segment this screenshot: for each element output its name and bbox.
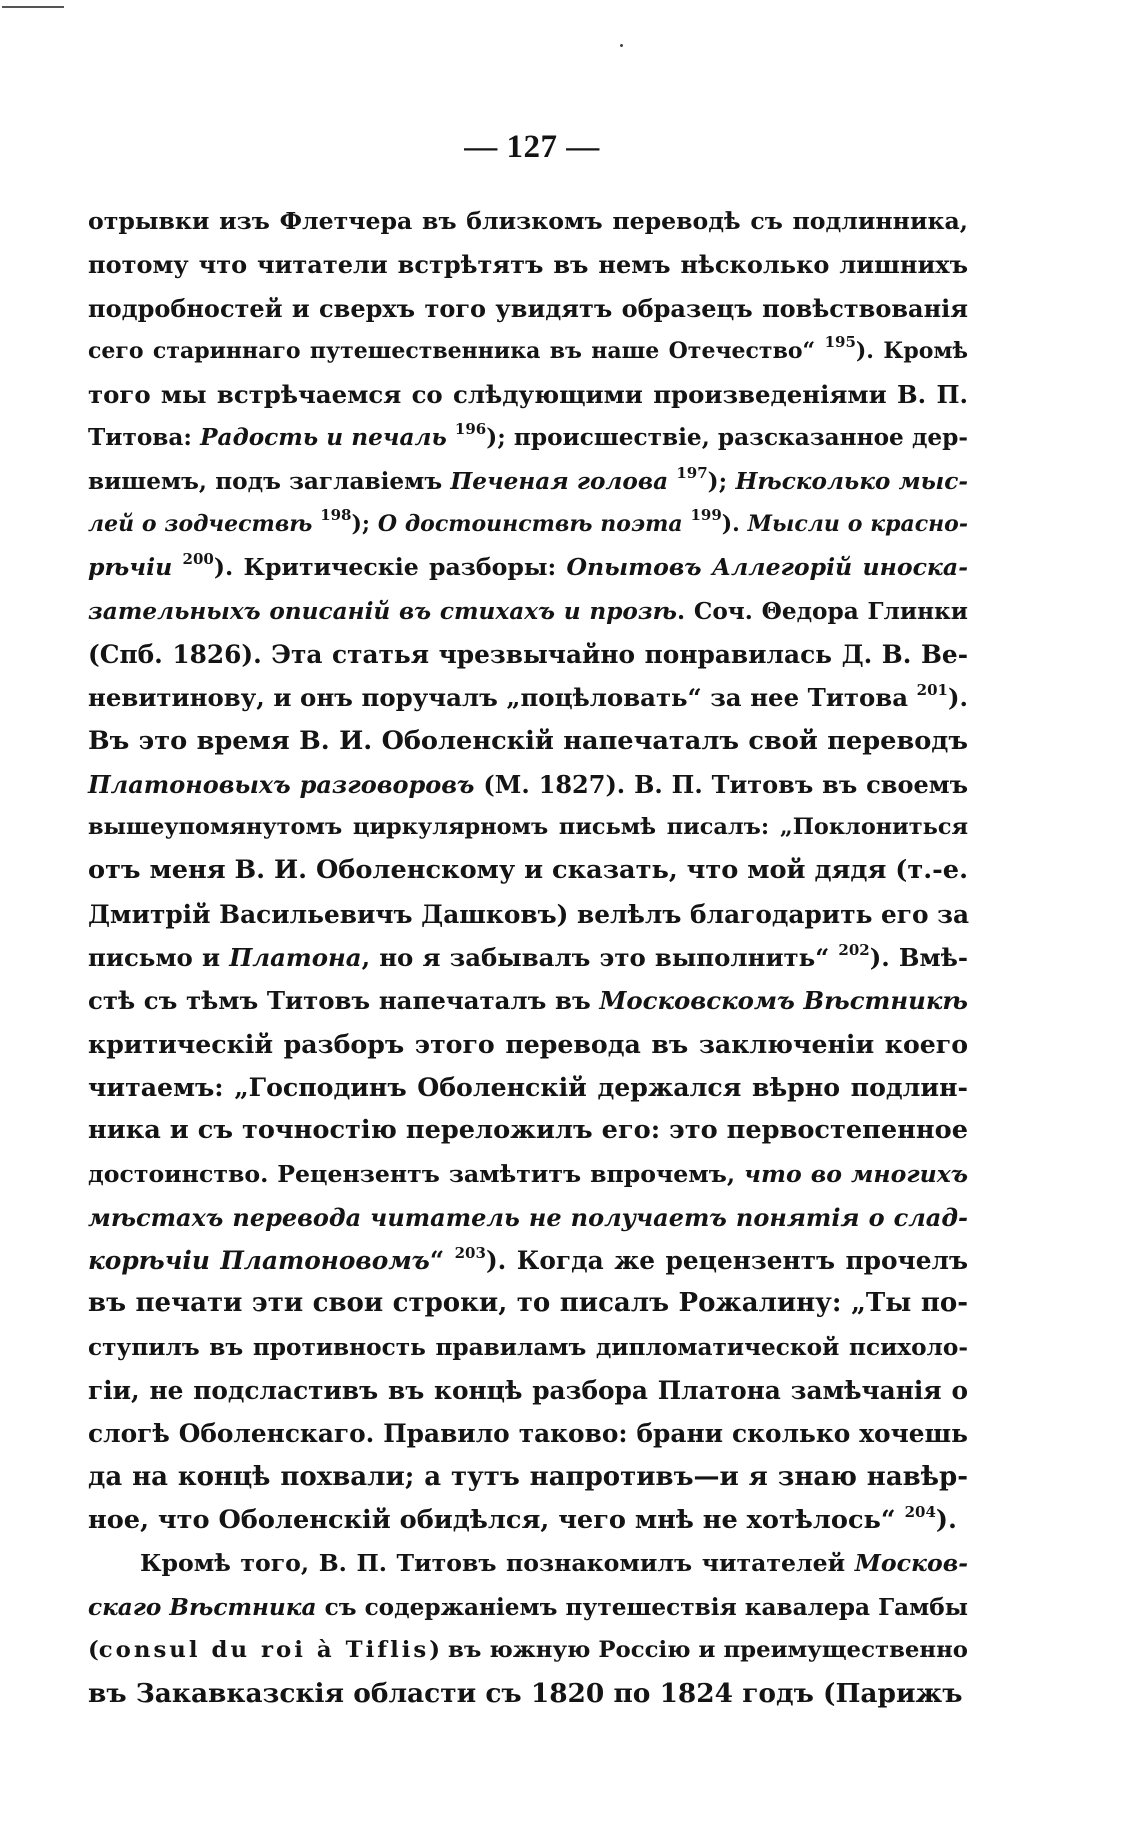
text-line (88, 720, 968, 763)
footnote-ref: 204 (904, 1502, 936, 1521)
italic-title: Радость и печаль (200, 424, 447, 452)
italic-title: скаго Вѣстника (88, 1593, 317, 1621)
text-run: ). (947, 683, 968, 713)
text-line (88, 590, 968, 633)
footnote-ref: 201 (916, 681, 948, 700)
text-run: ) въ южную Россію и преимущественно (429, 1636, 968, 1663)
text-run: невитинову, и онъ поручалъ „поцѣловать“ за нее Титова (88, 683, 917, 713)
text-line (88, 1153, 968, 1196)
text-line (88, 1066, 968, 1109)
text-line (88, 1023, 968, 1066)
text-run: ); (351, 511, 378, 538)
text-run: отъ меня В. И. Оболенскому и сказать, что мой дядя (т.-е. (88, 855, 968, 886)
text-run: вышеупомянутомъ циркулярномъ письмѣ писалъ: „Поклониться (88, 814, 968, 841)
text-line (88, 1282, 968, 1325)
text-line (88, 1629, 968, 1672)
text-line (88, 1542, 968, 1585)
text-line (88, 849, 968, 892)
text-run: Дмитрій Васильевичъ Дашковъ) велѣлъ благодарить его за (88, 899, 970, 929)
text-run: письмо и (88, 943, 230, 973)
text-line (88, 1239, 968, 1282)
italic-title: зательныхъ описаній въ стихахъ и прозѣ (88, 597, 678, 625)
text-line (88, 1109, 968, 1152)
text-run: (М. 1827). В. П. Титовъ въ своемъ (474, 769, 969, 799)
body-text (88, 200, 968, 1715)
page-number: — 127 — (464, 129, 600, 165)
scan-edge-rule (2, 6, 64, 8)
text-run: Кромѣ того, В. П. Титовъ познакомилъ читателей (140, 1549, 855, 1578)
text-line (88, 893, 968, 936)
text-line (88, 1369, 968, 1412)
italic-title: мѣстахъ перевода читатель не получаетъ понятія о слад- (88, 1202, 968, 1232)
text-run: ). Вмѣ- (869, 943, 968, 973)
text-run: ( (88, 1636, 99, 1663)
text-run: ное, что Оболенскій обидѣлся, чего мнѣ не хотѣлось“ (88, 1504, 905, 1535)
text-run: да на концѣ похвали; а тутъ напротивъ—и я знаю навѣр- (88, 1461, 968, 1492)
text-line (88, 676, 968, 719)
text-run: ); (707, 467, 736, 495)
italic-title: Платоновыхъ разговоровъ (88, 769, 475, 799)
italic-title: Нѣсколько мыс- (735, 467, 968, 495)
text-line (88, 1456, 968, 1499)
text-run: гіи, не подсластивъ въ концѣ разбора Платона замѣчанія о (88, 1376, 968, 1406)
text-run: consul du roi à Tiflis (98, 1636, 430, 1663)
text-run: ). (935, 1504, 957, 1535)
text-run: . Соч. Θедора Глинки (677, 597, 968, 625)
footnote-ref: 203 (454, 1244, 486, 1263)
footnote-ref: 196 (454, 420, 487, 439)
text-run: ступилъ въ противность правиламъ дипломатической психоло- (88, 1333, 968, 1361)
text-line (88, 460, 968, 503)
text-run: Титова: (88, 424, 201, 452)
italic-title: О достоинствѣ поэта (377, 511, 683, 538)
text-run: стѣ съ тѣмъ Титовъ напечаталъ въ (88, 986, 600, 1016)
footnote-ref: 202 (838, 941, 870, 960)
text-line (88, 1196, 968, 1239)
text-run: подробностей и сверхъ того увидятъ образецъ повѣствованія (88, 293, 968, 323)
text-run: ); происшествіе, разсказанное дер- (486, 424, 968, 452)
italic-title: рѣчіи (88, 553, 173, 582)
italic-title: Платона (229, 943, 362, 973)
text-run: потому что читатели встрѣтятъ въ немъ нѣсколько лишнихъ (88, 250, 968, 280)
text-run: ). Когда же рецензентъ прочелъ (485, 1246, 968, 1276)
text-run: ). Кромѣ (855, 337, 968, 364)
text-line (88, 1586, 968, 1629)
text-run (312, 511, 320, 537)
text-line (88, 416, 968, 459)
text-line (88, 503, 968, 546)
text-run: слогѣ Оболенскаго. Правило таково: брани сколько хочешь (88, 1419, 968, 1449)
text-line (88, 979, 968, 1022)
text-run: ). Критическіе разборы: (213, 553, 567, 582)
text-line (88, 1412, 968, 1455)
text-line (88, 200, 968, 243)
text-line (88, 1326, 968, 1369)
text-run: “ (429, 1246, 455, 1276)
italic-title: корѣчіи Платоновомъ (88, 1246, 430, 1276)
text-run: сего стариннаго путешественника въ наше Отечество“ (88, 337, 825, 364)
italic-title: Московскомъ Вѣстникѣ (599, 986, 968, 1016)
text-run (447, 424, 455, 451)
text-line (88, 373, 968, 416)
text-line (88, 330, 968, 373)
text-run: критическій разборъ этого перевода въ заключеніи коего (88, 1028, 968, 1059)
text-run: (Спб. 1826). Эта статья чрезвычайно понравилась Д. В. Ве- (88, 639, 968, 669)
italic-title: Опытовъ Аллегорій иноска- (566, 553, 968, 582)
italic-title: Печеная голова (450, 467, 669, 495)
text-run: ). (721, 511, 748, 538)
print-speck (620, 44, 623, 47)
italic-title: Москов- (854, 1549, 968, 1578)
text-line (88, 1672, 968, 1715)
text-line (88, 936, 968, 979)
text-run: вишемъ, подъ заглавіемъ (88, 467, 451, 495)
text-line (88, 806, 968, 849)
text-line (88, 243, 968, 286)
text-line (88, 1499, 968, 1542)
footnote-ref: 199 (690, 506, 722, 525)
text-run (172, 553, 182, 581)
italic-title: Мысли о красно- (747, 511, 968, 538)
text-run: достоинство. Рецензентъ замѣтитъ впрочемъ, (88, 1159, 745, 1188)
text-run: въ печати эти свои строки, то писалъ Рожалину: „Ты по- (88, 1288, 968, 1319)
footnote-ref: 200 (182, 550, 214, 569)
text-run: , но я забывалъ это выполнить“ (361, 943, 839, 973)
footnote-ref: 198 (320, 506, 352, 525)
text-line (88, 287, 968, 330)
text-line (88, 763, 968, 806)
italic-title: лей о зодчествѣ (88, 511, 313, 538)
footnote-ref: 195 (824, 332, 856, 351)
text-run: съ содержаніемъ путешествія кавалера Гамбы (316, 1593, 968, 1621)
text-run: Въ это время В. И. Оболенскій напечаталъ свой переводъ (88, 725, 968, 756)
text-line (88, 546, 968, 589)
text-run: въ Закавказскія области съ 1820 по 1824 годъ (Парижъ (88, 1678, 963, 1710)
text-run: ника и съ точностію переложилъ его: это первостепенное (88, 1115, 968, 1146)
footnote-ref: 197 (676, 463, 708, 482)
text-run: отрывки изъ Флетчера въ близкомъ переводѣ съ подлинника, (88, 207, 968, 235)
text-line (88, 633, 968, 676)
text-run: того мы встрѣчаемся со слѣдующими произведеніями В. П. (88, 380, 968, 410)
italic-title: что во многихъ (744, 1159, 968, 1188)
text-run: читаемъ: „Господинъ Оболенскій держался вѣрно подлин- (88, 1071, 968, 1102)
